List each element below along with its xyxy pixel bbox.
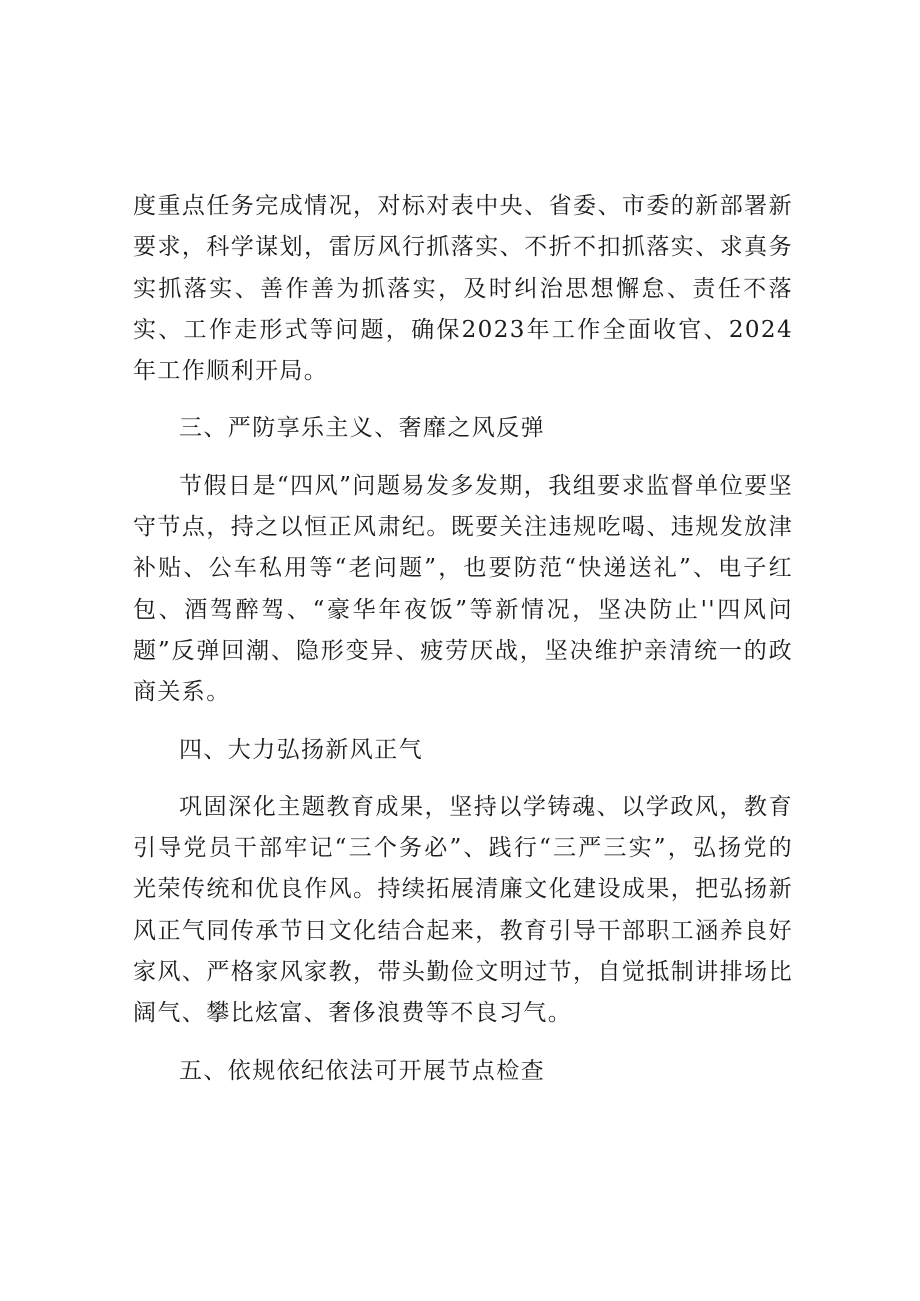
paragraph-section-4: 巩固深化主题教育成果，坚持以学铸魂、以学政风，教育引导党员干部牢记“三个务必”、践行“三严三实”，弘扬党的光荣传统和优良作风。持续拓展清廉文化建设成果，把弘扬新风正气同传承节日文化结合起来，教育引导干部职工涵养良好家风、严格家风家教，带头勤俭文明过节，自觉抵制讲排场比阔气、攀比炫富、奢侈浪费等不良习气。: [133, 793, 793, 1027]
document-body: [133, 186, 793, 1092]
paragraph-continued: 度重点任务完成情况，对标对表中央、省委、市委的新部署新要求，科学谋划，雷厉风行抓落实、不折不扣抓落实、求真务实抓落实、善作善为抓落实，及时纠治思想懈怠、责任不落实、工作走形式等问题，确保2023年工作全面收官、2024年工作顺利开局。: [133, 193, 793, 385]
spacer: [133, 450, 793, 466]
spacer: [133, 392, 793, 408]
section-heading-3: 三、严防享乐主义、奢靡之风反弹: [179, 415, 545, 442]
spacer: [133, 714, 793, 730]
spacer: [133, 771, 793, 787]
paragraph-section-3: 节假日是“四风”问题易发多发期，我组要求监督单位要坚守节点，持之以恒正风肃纪。既要关注违规吃喝、违规发放津补贴、公车私用等“老问题”，也要防范“快递送礼”、电子红包、酒驾醉驾、“豪华年夜饭”等新情况，坚决防止''四风问题”反弹回潮、隐形变异、疲劳厌战，坚决维护亲清统一的政商关系。: [133, 472, 793, 706]
section-heading-4: 四、大力弘扬新风正气: [179, 736, 423, 763]
section-heading-5: 五、依规依纪依法可开展节点检查: [179, 1057, 545, 1084]
spacer: [133, 1035, 793, 1051]
